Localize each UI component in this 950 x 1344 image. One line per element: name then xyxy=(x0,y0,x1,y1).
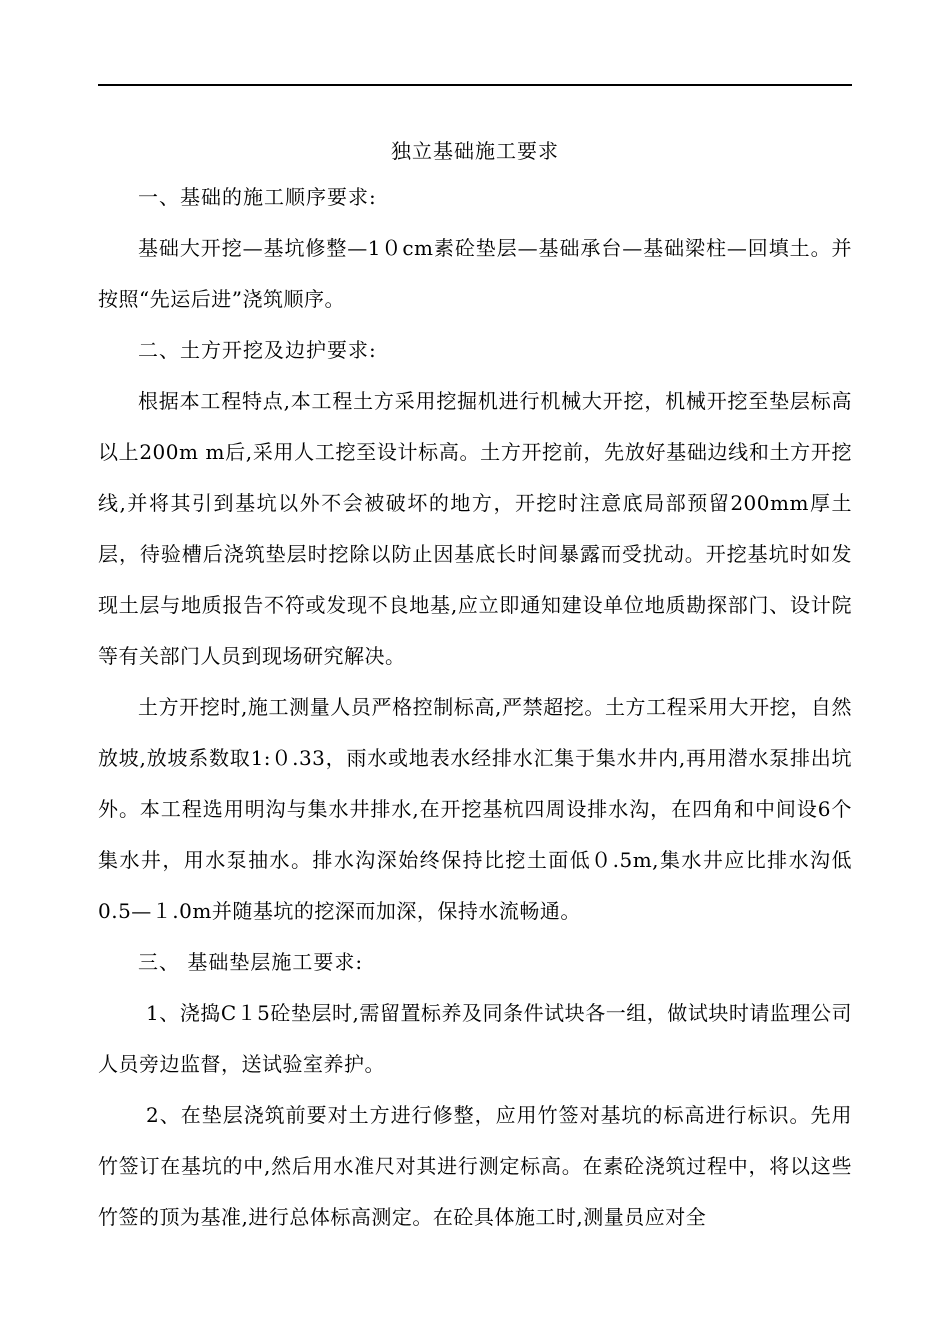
section-2-paragraph-1: 根据本工程特点,本工程土方采用挖掘机进行机械大开挖，机械开挖至垫层标高以上200m m后,采用人工挖至设计标高。土方开挖前，先放好基础边线和土方开挖线,并将其引到基坑以外不会被破坏的地方，开挖时注意底局部预留200mm厚土层，待验槽后浇筑垫层时挖除以防止因基底长时间暴露而受扰动。开挖基坑时如发现土层与地质报告不符或发现不良地基,应立即通知建设单位地质勘探部门、设计院等有关部门人员到现场研究解决。 xyxy=(98,389,852,668)
document-title: 独立基础施工要求 xyxy=(391,139,559,163)
section-3-item-1: 1、浇捣C１5砼垫层时,需留置标养及同条件试块各一组，做试块时请监理公司人员旁边监督，送试验室养护。 xyxy=(98,1001,852,1076)
section-2-paragraph-2: 土方开挖时,施工测量人员严格控制标高,严禁超挖。土方工程采用大开挖，自然放坡,放坡系数取1:０.33，雨水或地表水经排水汇集于集水井内,再用潜水泵排出坑外。本工程选用明沟与集水井排水,在开挖基杭四周设排水沟，在四角和中间设6个集水井，用水泵抽水。排水沟深始终保持比挖土面低０.5m,集水井应比排水沟低0.5—１.0m并随基坑的挖深而加深，保持水流畅通。 xyxy=(98,695,852,923)
section-3-item-2: 2、在垫层浇筑前要对土方进行修整，应用竹签对基坑的标高进行标识。先用竹签订在基坑的中,然后用水准尺对其进行测定标高。在素砼浇筑过程中，将以这些竹签的顶为基准,进行总体标高测定。在砼具体施工时,测量员应对全 xyxy=(98,1103,852,1229)
section-3-heading: 三、 基础垫层施工要求: xyxy=(138,950,364,974)
section-1-paragraph: 基础大开挖—基坑修整—1０cm素砼垫层—基础承台—基础梁柱—回填土。并按照“先运后进”浇筑顺序。 xyxy=(98,236,852,311)
document-body xyxy=(98,130,852,1243)
header-rule xyxy=(98,84,852,86)
section-2-heading: 二、土方开挖及边护要求: xyxy=(138,338,377,362)
section-1-heading: 一、基础的施工顺序要求: xyxy=(138,185,377,209)
